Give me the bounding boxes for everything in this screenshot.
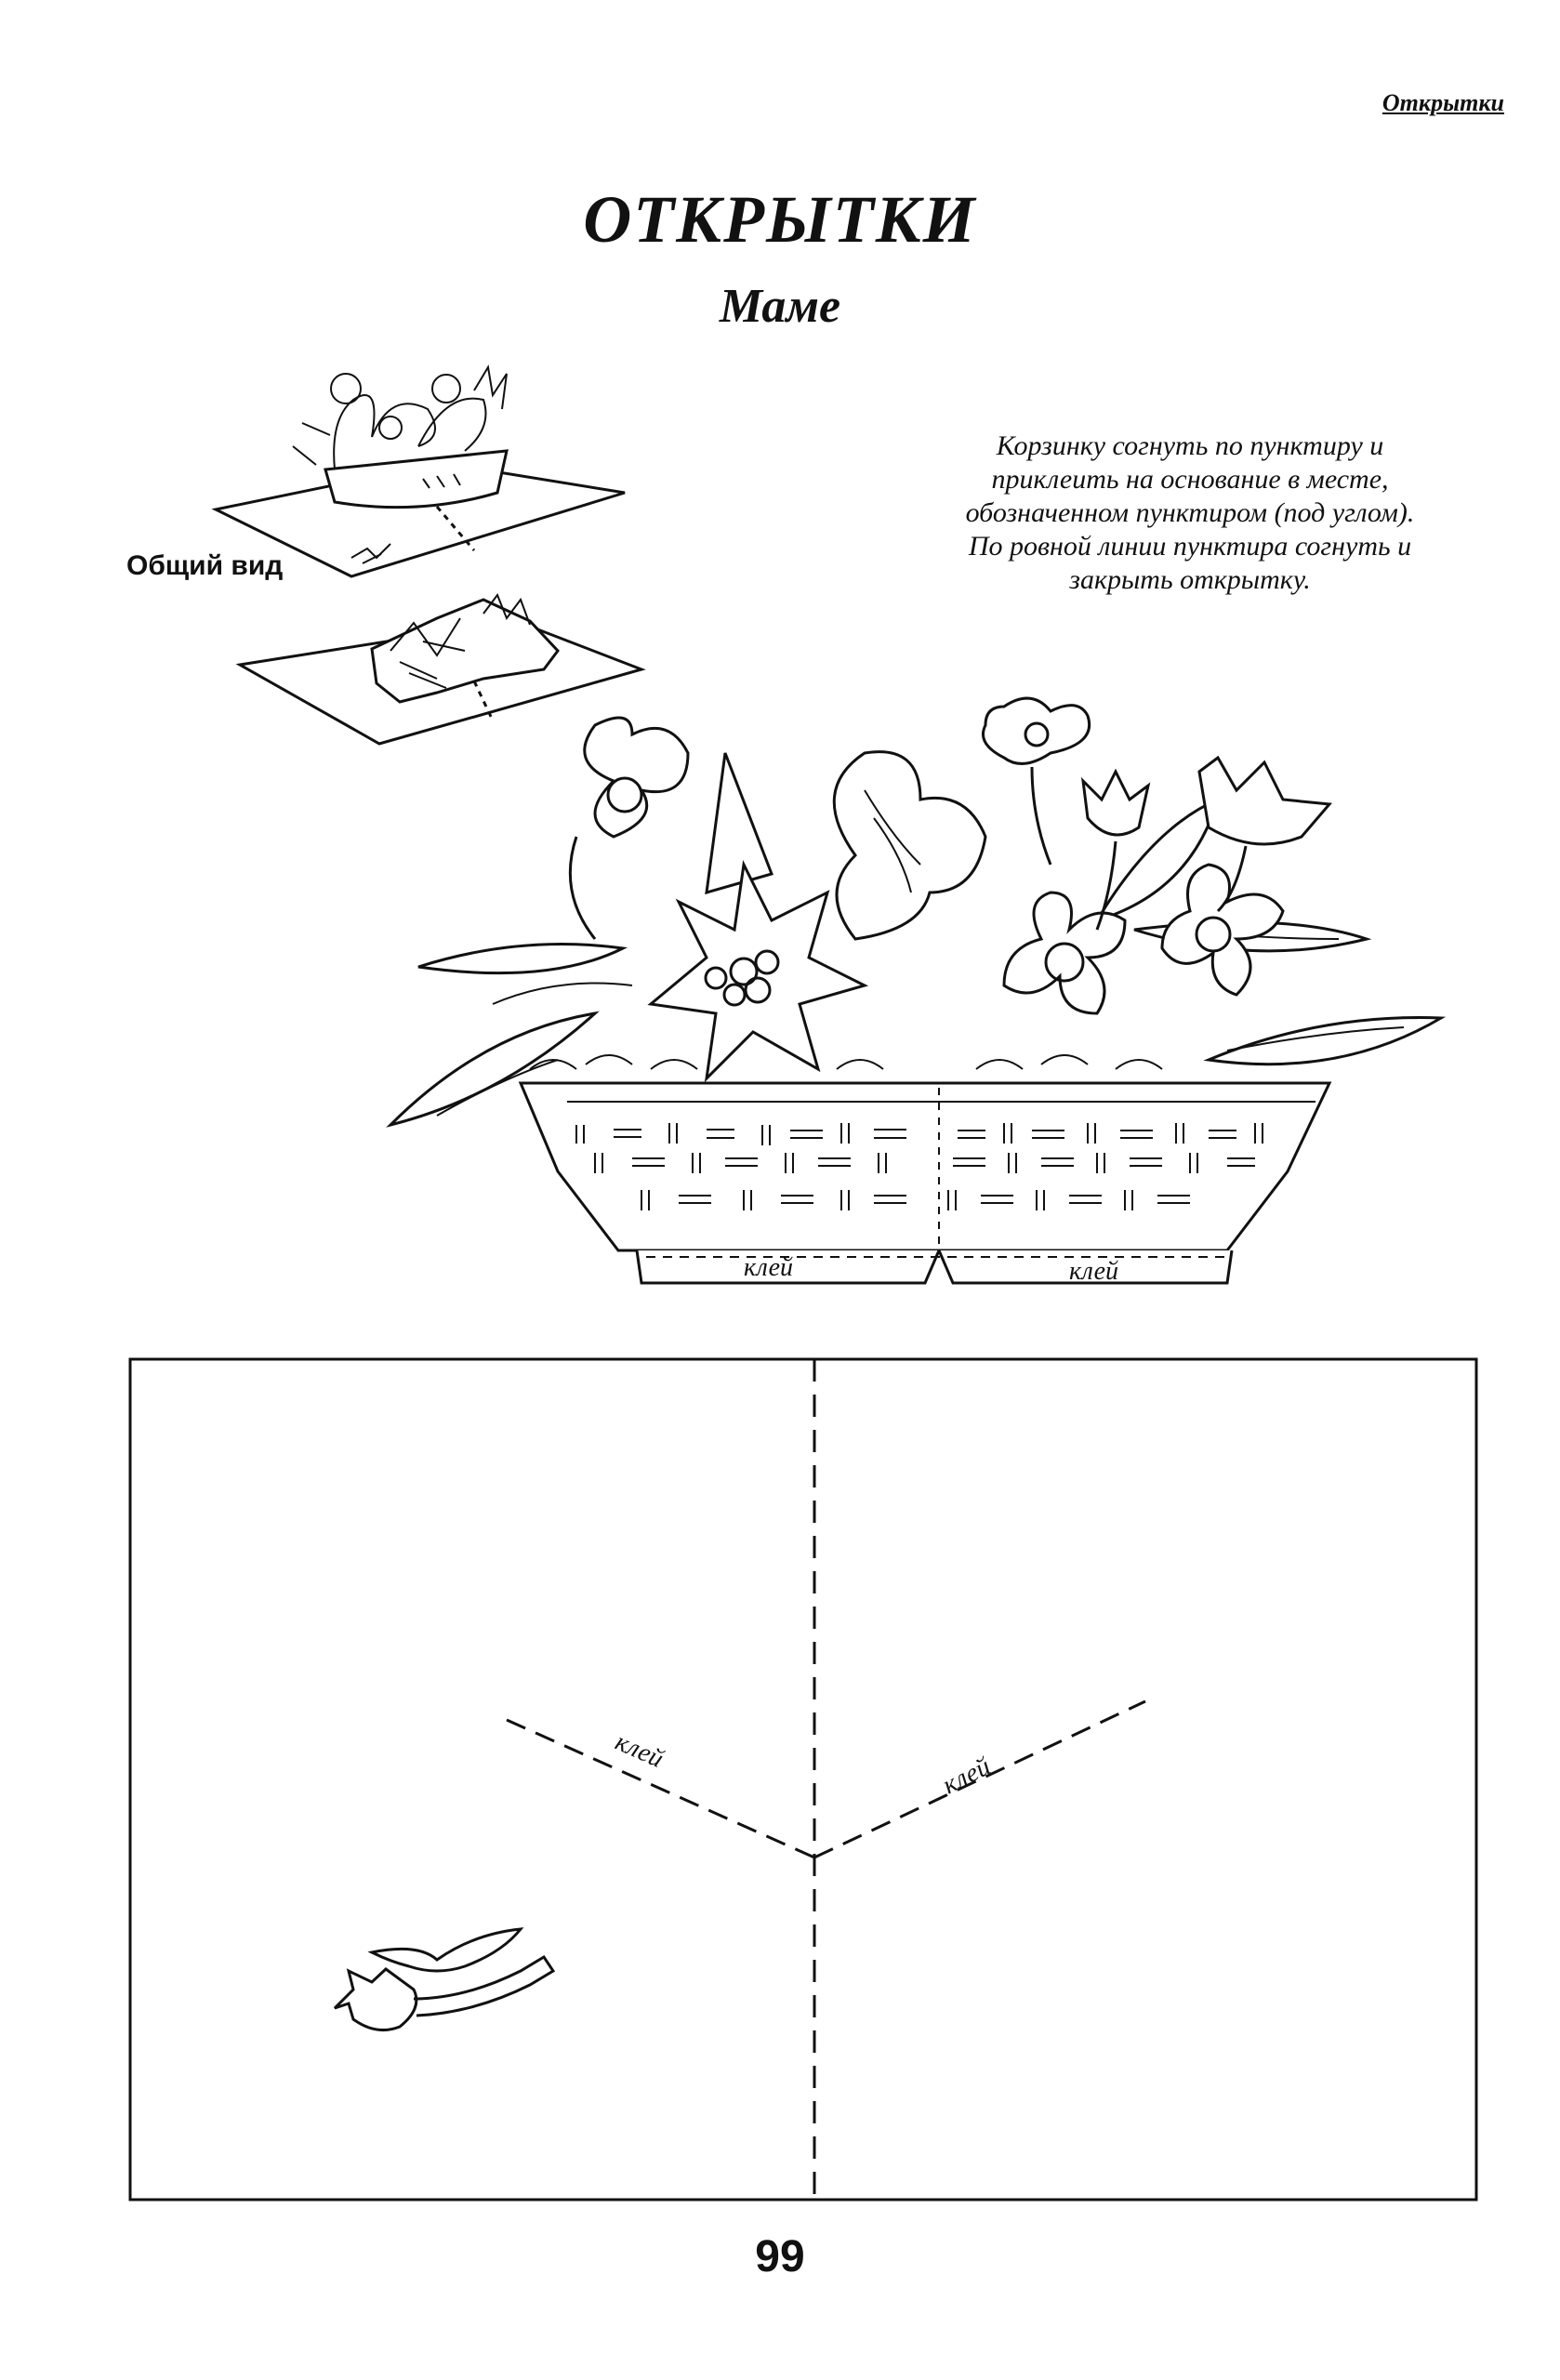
flower-basket-cutout xyxy=(390,698,1441,1283)
basket-glue-label-left: клей xyxy=(744,1253,793,1282)
general-view-label: Общий вид xyxy=(126,550,284,581)
instruction-line: По ровной линии пунктира согнуть и xyxy=(968,531,1412,562)
running-header: Открытки xyxy=(1382,89,1504,116)
card-template xyxy=(130,1359,1476,2200)
instruction-line: закрыть открытку. xyxy=(1069,564,1311,595)
general-view-diagram xyxy=(216,367,625,576)
page-number: 99 xyxy=(755,2232,805,2281)
card-glue-label-right: клей xyxy=(938,1752,996,1801)
card-glue-label-left: клей xyxy=(611,1727,668,1774)
instruction-line: обозначенном пунктиром (под углом). xyxy=(965,497,1415,528)
page-subtitle: Маме xyxy=(719,280,841,333)
basket-glue-label-right: клей xyxy=(1069,1257,1118,1286)
instruction-line: приклеить на основание в месте, xyxy=(991,464,1389,495)
page-title: ОТКРЫТКИ xyxy=(583,182,977,257)
instruction-line: Корзинку согнуть по пунктиру и xyxy=(996,430,1384,461)
folded-view-diagram xyxy=(240,595,641,744)
